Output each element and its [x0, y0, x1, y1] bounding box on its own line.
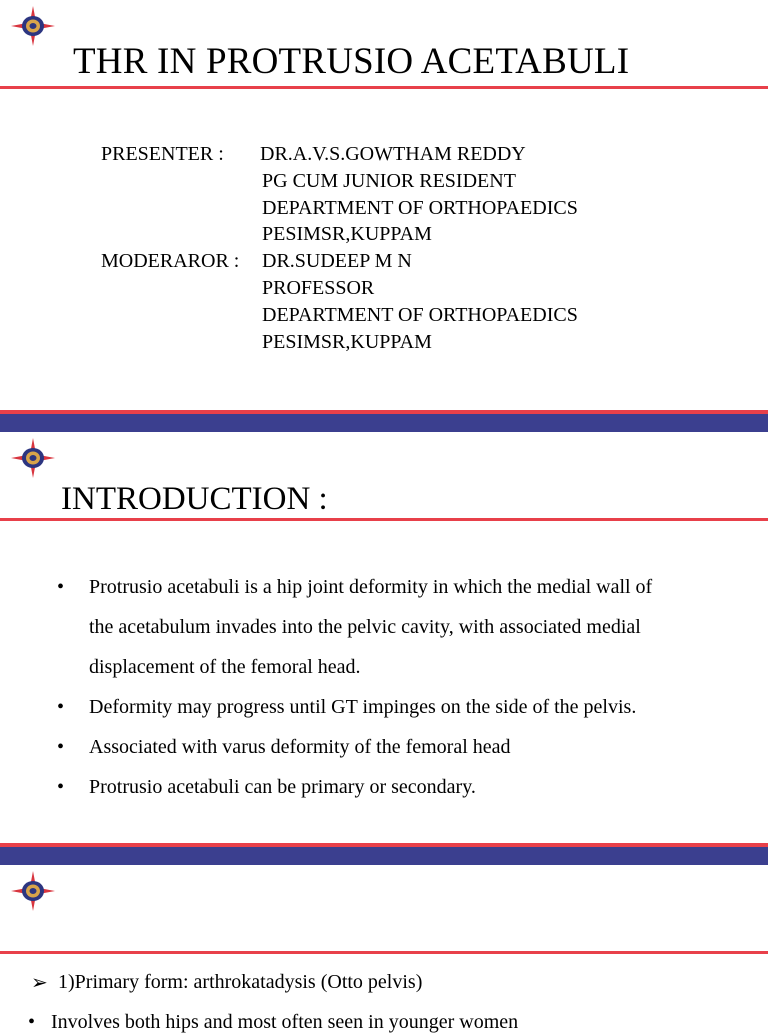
moderator-label: MODERAROR :: [101, 250, 240, 272]
bullet-text-line: displacement of the femoral head.: [89, 656, 361, 678]
bullet-marker: •: [28, 1011, 36, 1033]
bullet-text-line: the acetabulum invades into the pelvic cavity, with associated medial: [89, 616, 641, 638]
section-title: INTRODUCTION :: [61, 481, 328, 517]
arrow-marker: ➢: [31, 972, 48, 994]
slide-3: [0, 865, 768, 1024]
presenter-department: DEPARTMENT OF ORTHOPAEDICS: [262, 197, 578, 219]
title-underline: [0, 951, 768, 954]
bullet-marker: •: [57, 776, 65, 798]
list-item: [57, 736, 747, 762]
list-item: [57, 776, 747, 802]
title-underline: [0, 86, 768, 89]
bullet-text-line: Involves both hips and most often seen in younger women: [51, 1011, 519, 1033]
title-underline: [0, 518, 768, 521]
bullet-text-line: Protrusio acetabuli is a hip joint deformity in which the medial wall of: [89, 576, 653, 598]
presenter-name: DR.A.V.S.GOWTHAM REDDY: [260, 143, 526, 165]
compass-emblem-icon: [11, 6, 55, 46]
presenter-label: PRESENTER :: [101, 143, 224, 165]
bullet-text-line: Associated with varus deformity of the femoral head: [89, 736, 511, 758]
slide-1: [0, 0, 768, 410]
moderator-institution: PESIMSR,KUPPAM: [262, 331, 432, 353]
bullet-text-line: Protrusio acetabuli can be primary or secondary.: [89, 776, 476, 798]
list-item: [57, 696, 747, 722]
presenter-position: PG CUM JUNIOR RESIDENT: [262, 170, 516, 192]
moderator-name: DR.SUDEEP M N: [262, 250, 412, 272]
compass-emblem-icon: [11, 871, 55, 911]
bullet-text-line: Deformity may progress until GT impinges on the side of the pelvis.: [89, 696, 637, 718]
moderator-department: DEPARTMENT OF ORTHOPAEDICS: [262, 304, 578, 326]
primary-form-item: 1)Primary form: arthrokatadysis (Otto pelvis): [58, 971, 423, 993]
moderator-position: PROFESSOR: [262, 277, 375, 299]
presenter-institution: PESIMSR,KUPPAM: [262, 223, 432, 245]
bullet-marker: •: [57, 576, 65, 598]
bullet-marker: •: [57, 736, 65, 758]
list-item: [57, 576, 747, 676]
bullet-marker: •: [57, 696, 65, 718]
compass-emblem-icon: [11, 438, 55, 478]
slide-separator: [0, 410, 768, 432]
slide-title: THR IN PROTRUSIO ACETABULI: [73, 41, 630, 82]
slide-separator: [0, 843, 768, 865]
